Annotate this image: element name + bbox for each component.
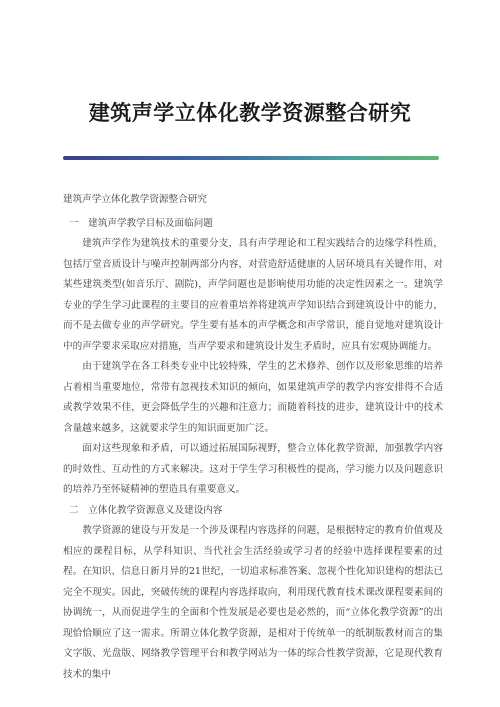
document-body — [63, 190, 443, 685]
document-title: 建筑声学立体化教学资源整合研究 — [88, 101, 412, 125]
section-heading-2: 二 立体化教学资源意义及建设内容 — [69, 504, 223, 516]
section-1-paragraph-3: 面对这些现象和矛盾，可以通过拓展国际视野，整合立体化教学资源，加强教学内容的时效性、互动性的方式来解决。这对于学生学习积极性的提高，学习能力以及问题意识的培养乃至怀疑精神的塑造具有重要意义。 — [63, 443, 443, 495]
section-heading-1: 一 建筑声学教学目标及面临问题 — [69, 217, 213, 229]
document-subtitle: 建筑声学立体化教学资源整合研究 — [63, 194, 207, 205]
title-divider — [63, 156, 439, 160]
section-1-paragraph-2: 由于建筑学在各工科类专业中比较特殊，学生的艺术修养、创作以及形象思维的培养占着相当重要地位，常带有忽视技术知识的倾向，如果建筑声学的教学内容安排得不合适或教学效果不佳，更会降低学生的兴趣和注意力；而随着科技的进步，建筑设计中的技术含量越来越多，这就要求学生的知识面更加广泛。 — [63, 361, 443, 434]
section-1-paragraph-1: 建筑声学作为建筑技术的重要分支，具有声学理论和工程实践结合的边缘学科性质，包括厅堂音质设计与噪声控制两部分内容，对营造舒适健康的人居环境具有关键作用，对某些建筑类型(如音乐厅、剧院)，声学问题也是影响使用功能的决定性因素之一。建筑学专业的学生学习此课程的主要目的应着重培养将建筑声学知识结合到建筑设计中的能力，而不是去做专业的声学研究。学生要有基本的声学概念和声学常识，能自觉地对建筑设计中的声学要求采取应对措施，当声学要求和建筑设计发生矛盾时，应具有宏观协调能力。 — [63, 238, 443, 352]
section-2-paragraph-1: 教学资源的建设与开发是一个涉及课程内容选择的问题，是根据特定的教育价值观及相应的课程目标，从学科知识、当代社会生活经验或学习者的经验中选择课程要素的过程。在知识、信息日新月异的21世纪，一切追求标准答案、忽视个性化知识建构的想法已完全不现实。因此，突破传统的课程内容选择取向，利用现代教育技术课改课程要素间的协调统一，从而促进学生的全面和个性发展是必要也是必然的，而“立体化教学资源”的出现恰恰顺应了这一需求。所谓立体化教学资源，是相对于传统单一的纸制版教材而言的集文字版、光盘版、网络教学管理平台和教学网站为一体的综合性教学资源，它是现代教育技术的集中 — [63, 525, 443, 680]
